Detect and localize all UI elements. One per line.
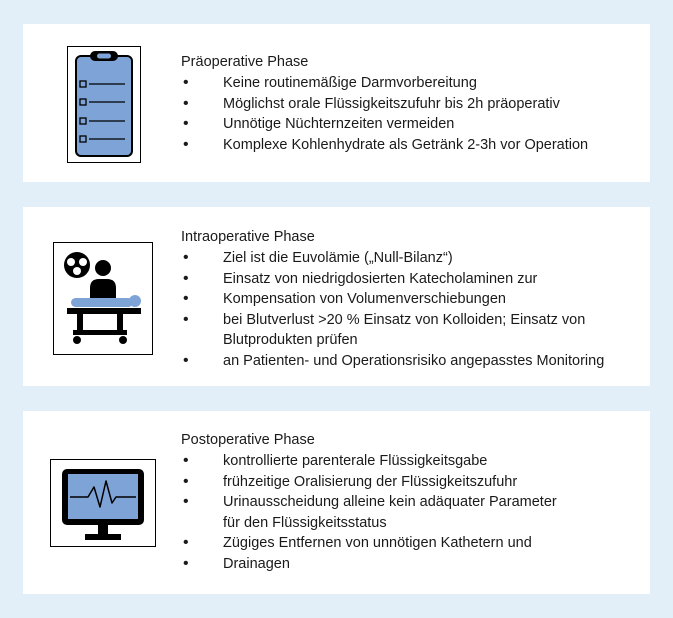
phase-list-cont xyxy=(181,351,642,372)
phase-title: Präoperative Phase xyxy=(181,54,309,70)
list-item-continuation: für den Flüssigkeitsstatus xyxy=(223,514,387,531)
phase-list xyxy=(181,248,642,330)
monitor-icon xyxy=(50,459,156,547)
phase-title: Intraoperative Phase xyxy=(181,229,315,245)
phase-list xyxy=(181,451,642,513)
intraoperative-panel xyxy=(23,207,650,386)
list-item: • Ziel ist die Euvolämie („Null-Bilanz“) xyxy=(181,248,642,269)
surgery-icon xyxy=(53,242,153,355)
preoperative-panel xyxy=(23,24,650,182)
list-item: • Einsatz von niedrigdosierten Katecholaminen zur xyxy=(181,269,642,290)
list-item: • Keine routinemäßige Darmvorbereitung xyxy=(181,73,642,94)
list-item: • Unnötige Nüchternzeiten vermeiden xyxy=(181,114,642,135)
list-item: • bei Blutverlust >20 % Einsatz von Kolloiden; Einsatz von xyxy=(181,310,642,331)
list-item: • Drainagen xyxy=(181,554,642,575)
list-item: • an Patienten- und Operationsrisiko angepasstes Monitoring xyxy=(181,351,642,372)
list-item: • Komplexe Kohlenhydrate als Getränk 2-3h vor Operation xyxy=(181,135,642,156)
clipboard-icon xyxy=(67,46,141,163)
list-item: • Zügiges Entfernen von unnötigen Kathetern und xyxy=(181,533,642,554)
list-item: • kontrollierte parenterale Flüssigkeitsgabe xyxy=(181,451,642,472)
list-item: • Urinausscheidung alleine kein adäquater Parameter xyxy=(181,492,642,513)
list-item: • Kompensation von Volumenverschiebungen xyxy=(181,289,642,310)
postoperative-panel xyxy=(23,411,650,594)
list-item-continuation: Blutprodukten prüfen xyxy=(223,332,358,348)
list-item: • Möglichst orale Flüssigkeitszufuhr bis 2h präoperativ xyxy=(181,94,642,115)
list-item: • frühzeitige Oralisierung der Flüssigkeitszufuhr xyxy=(181,472,642,493)
phase-title: Postoperative Phase xyxy=(181,432,315,448)
phase-list xyxy=(181,73,642,155)
phase-list-cont xyxy=(181,533,642,574)
